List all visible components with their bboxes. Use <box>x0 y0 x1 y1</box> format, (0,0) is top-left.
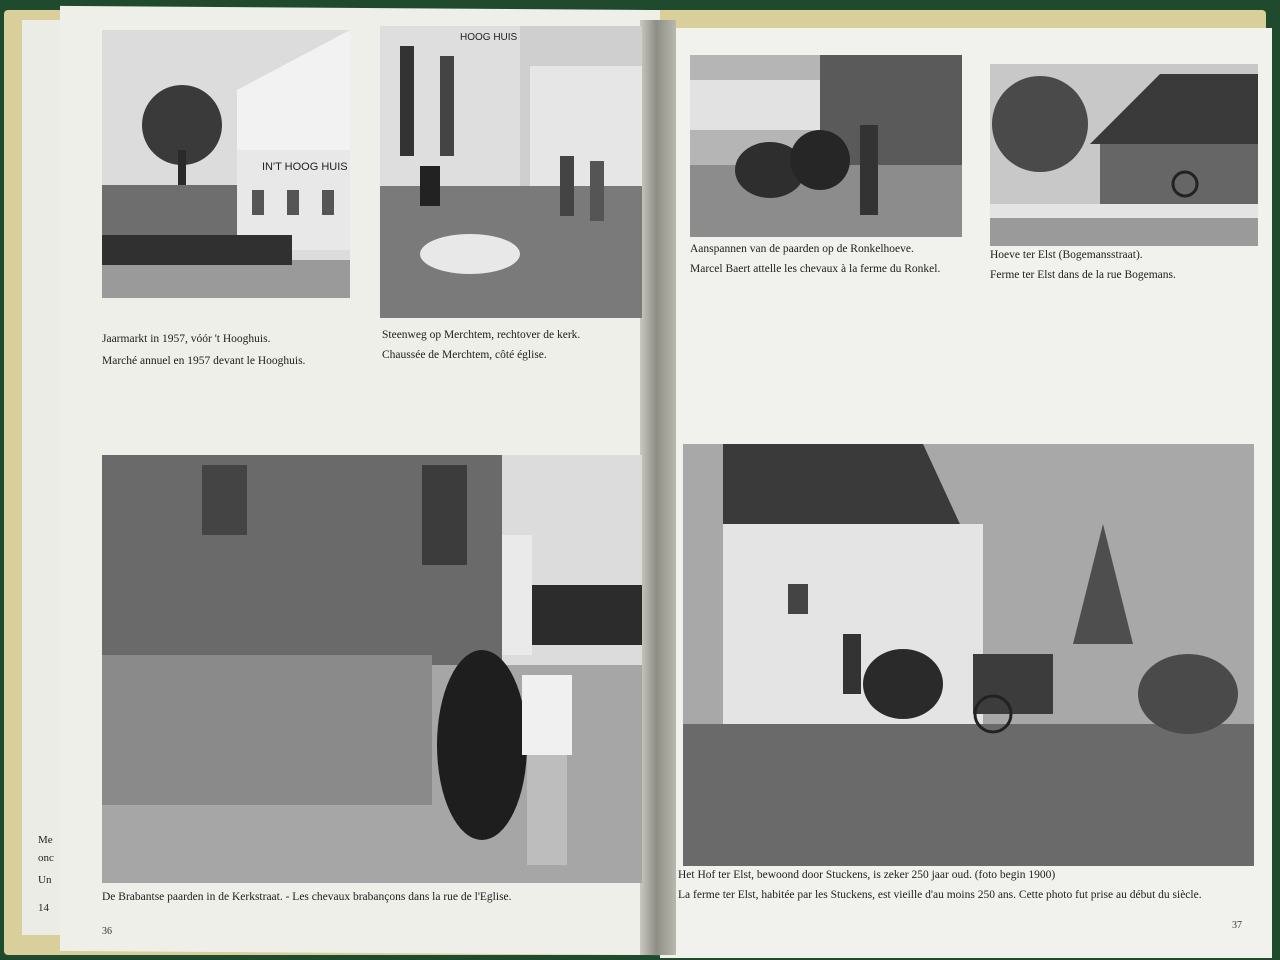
photo-elst <box>990 64 1258 246</box>
caption-steenweg-fr: Chaussée de Merchtem, côté église. <box>382 349 547 361</box>
hooghuis-sign: IN'T HOOG HUIS <box>262 161 348 173</box>
photo-hof-ter-elst <box>683 444 1254 866</box>
caption-hof-fr: La ferme ter Elst, habitée par les Stuckens, est vieille d'au moins 250 ans. Cette photo fut prise au début du siècle. <box>678 889 1202 901</box>
hooghuis-sign-2: HOOG HUIS <box>460 32 518 43</box>
under-page-number: 14 <box>38 902 49 914</box>
caption-ronkel-fr: Marcel Baert attelle les chevaux à la ferme du Ronkel. <box>690 263 941 275</box>
book-spine <box>640 20 676 955</box>
photo-steenweg <box>380 26 642 318</box>
page-number-right: 37 <box>1232 920 1242 931</box>
caption-jaarmarkt-fr: Marché annuel en 1957 devant le Hooghuis. <box>102 355 306 367</box>
photo-kerkstraat <box>102 455 642 883</box>
caption-kerkstraat: De Brabantse paarden in de Kerkstraat. - Les chevaux brabançons dans la rue de l'Eglise. <box>102 891 512 903</box>
photo-ronkel <box>690 55 962 237</box>
under-page-fragment: onc <box>38 852 54 864</box>
caption-hof-nl: Het Hof ter Elst, bewoond door Stuckens, is zeker 250 jaar oud. (foto begin 1900) <box>678 869 1056 881</box>
caption-steenweg-nl: Steenweg op Merchtem, rechtover de kerk. <box>382 329 581 341</box>
photo-jaarmarkt <box>102 30 350 298</box>
under-page-fragment: Me <box>38 834 53 846</box>
page-number-left: 36 <box>102 926 112 937</box>
caption-jaarmarkt-nl: Jaarmarkt in 1957, vóór 't Hooghuis. <box>102 333 271 345</box>
under-page-fragment: Un <box>38 874 52 886</box>
caption-elst-nl: Hoeve ter Elst (Bogemansstraat). <box>990 249 1143 261</box>
caption-ronkel-nl: Aanspannen van de paarden op de Ronkelhoeve. <box>690 243 914 255</box>
caption-elst-fr: Ferme ter Elst dans de la rue Bogemans. <box>990 269 1176 281</box>
